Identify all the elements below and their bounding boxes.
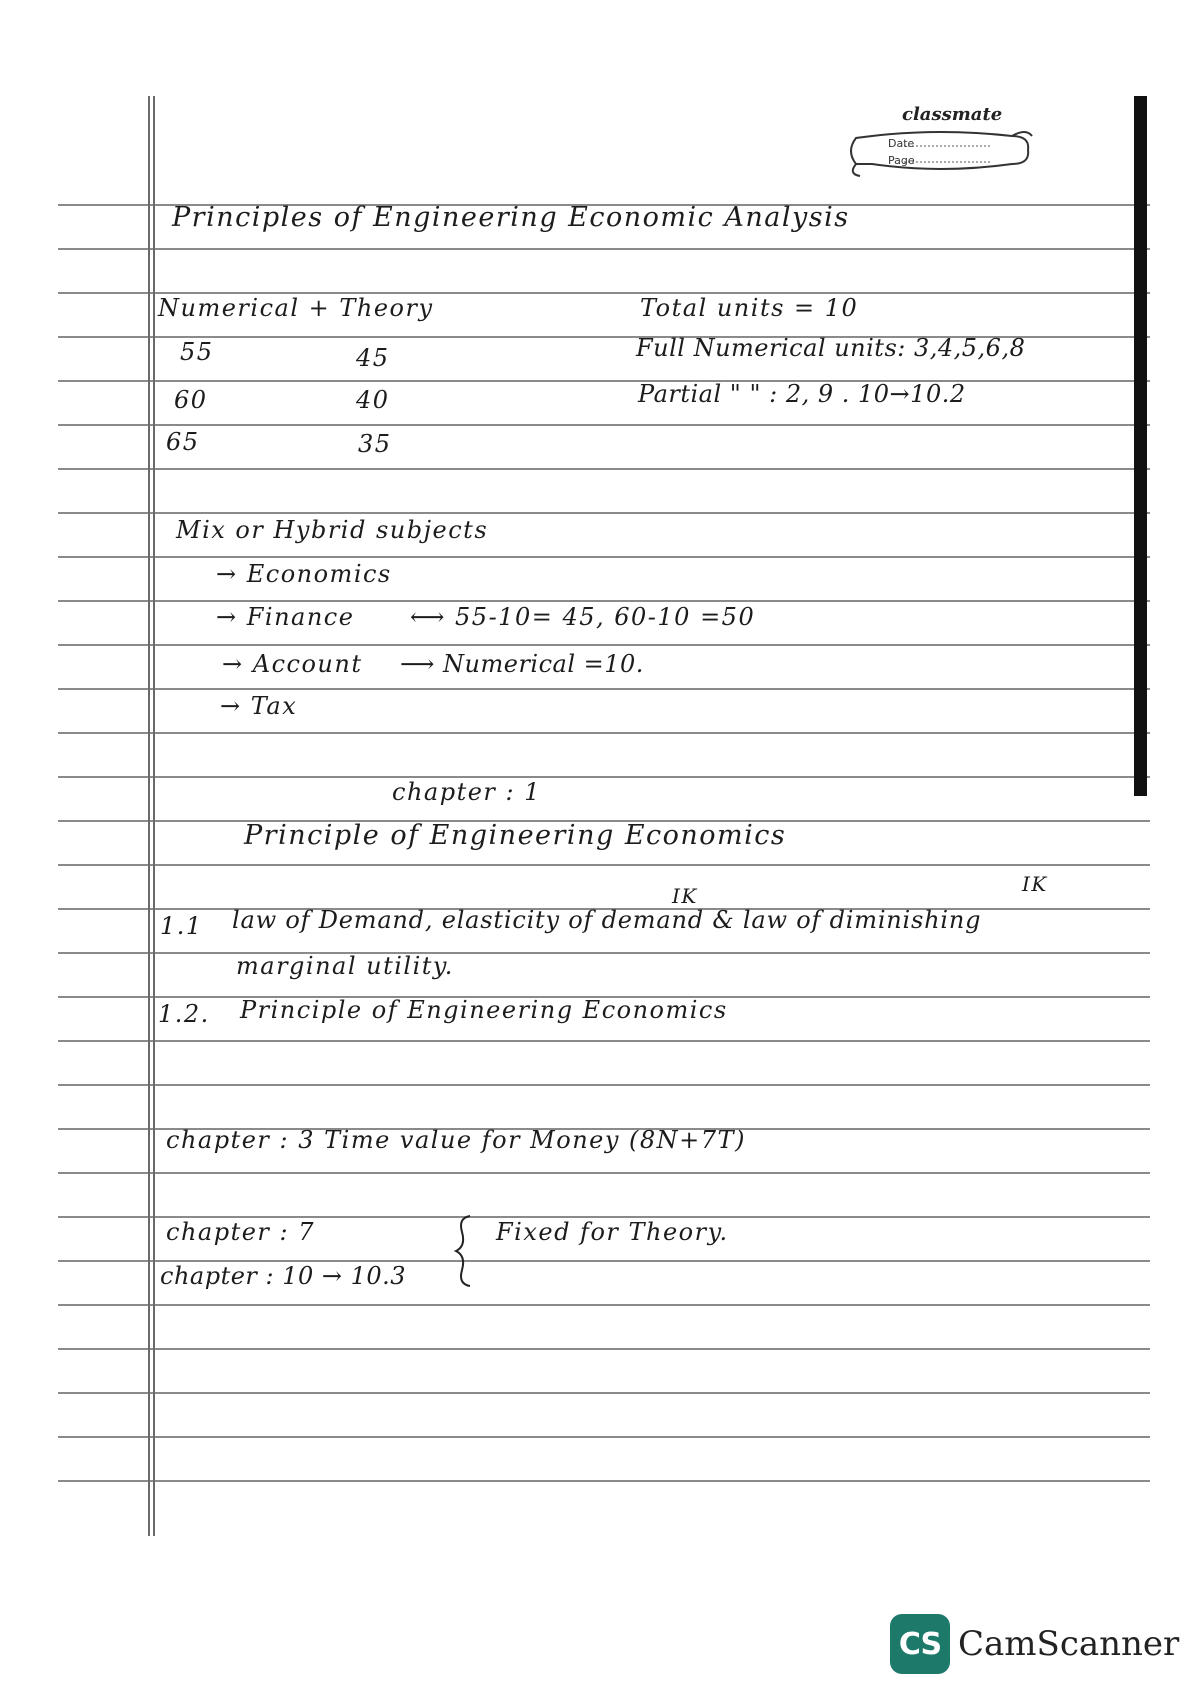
account-note: ⟶ Numerical =10. — [400, 650, 644, 678]
ruled-line — [58, 1040, 1150, 1042]
hybrid-item: → Tax — [220, 692, 298, 720]
item-number: 1.2. — [158, 1000, 210, 1028]
theory-value: 45 — [356, 344, 390, 372]
tick-mark: IK — [1022, 872, 1048, 896]
ruled-line — [58, 952, 1150, 954]
ruled-line — [58, 1304, 1150, 1306]
ruled-line — [58, 512, 1150, 514]
theory-value: 35 — [358, 430, 392, 458]
date-label: Date — [888, 137, 915, 150]
full-numerical-units: Full Numerical units: 3,4,5,6,8 — [636, 334, 1026, 362]
ruled-line — [58, 864, 1150, 866]
page-title: Principles of Engineering Economic Analysis — [172, 202, 850, 233]
camscanner-watermark — [890, 1612, 1179, 1676]
ruled-line — [58, 776, 1150, 778]
marks-header-left: Numerical + Theory — [158, 294, 434, 322]
fixed-chapter: chapter : 10 → 10.3 — [160, 1262, 407, 1290]
fixed-chapter: chapter : 7 — [166, 1218, 316, 1246]
margin-line — [153, 96, 155, 1536]
item-text-continued: marginal utility. — [236, 952, 454, 980]
margin-line — [148, 96, 150, 1536]
chapter-label: chapter : 1 — [392, 778, 542, 806]
chapter-title: Principle of Engineering Economics — [244, 820, 787, 851]
ruled-line — [58, 1084, 1150, 1086]
page-label: Page — [888, 154, 915, 167]
item-text: law of Demand, elasticity of demand & law of diminishing — [232, 906, 982, 934]
ruled-line — [58, 424, 1150, 426]
camscanner-name: CamScanner — [958, 1624, 1180, 1664]
ruled-line — [58, 1480, 1150, 1482]
finance-note: ⟷ 55-10= 45, 60-10 =50 — [410, 603, 756, 631]
chapter-3-line: chapter : 3 Time value for Money (8N+7T) — [166, 1126, 746, 1154]
ruled-line — [58, 380, 1150, 382]
curly-brace-icon — [448, 1212, 480, 1290]
classmate-logo-icon — [842, 118, 1038, 184]
ruled-line — [58, 1436, 1150, 1438]
ruled-line — [58, 688, 1150, 690]
ruled-line — [58, 732, 1150, 734]
numerical-value: 60 — [174, 386, 208, 414]
ruled-line — [58, 644, 1150, 646]
numerical-value: 55 — [180, 338, 214, 366]
tick-mark: IK — [672, 884, 698, 908]
numerical-value: 65 — [166, 428, 200, 456]
ruled-line — [58, 468, 1150, 470]
marks-header-right: Total units = 10 — [640, 294, 859, 322]
item-text: Principle of Engineering Economics — [240, 996, 728, 1024]
ruled-line — [58, 248, 1150, 250]
hybrid-item: → Economics — [216, 560, 392, 588]
theory-value: 40 — [356, 386, 390, 414]
notebook-brand: classmate — [902, 104, 1003, 125]
ruled-line — [58, 1348, 1150, 1350]
page-edge-shadow — [1134, 96, 1147, 796]
ruled-line — [58, 556, 1150, 558]
ruled-line — [58, 1172, 1150, 1174]
hybrid-item: → Finance — [216, 603, 355, 631]
hybrid-item: → Account — [222, 650, 363, 678]
ruled-line — [58, 600, 1150, 602]
camscanner-badge: CS — [890, 1614, 950, 1674]
fixed-note: Fixed for Theory. — [496, 1218, 729, 1246]
hybrid-heading: Mix or Hybrid subjects — [176, 516, 489, 544]
ruled-line — [58, 1392, 1150, 1394]
partial-units: Partial " " : 2, 9 . 10→10.2 — [638, 380, 966, 408]
item-number: 1.1 — [160, 912, 203, 940]
